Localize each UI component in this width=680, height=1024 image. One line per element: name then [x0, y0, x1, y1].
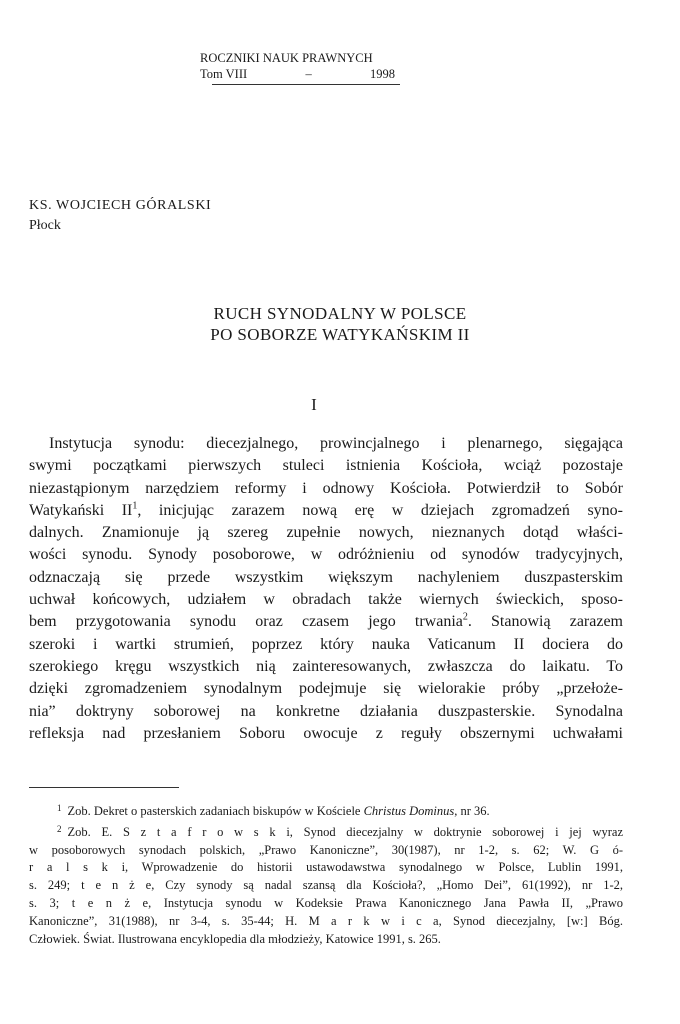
footnote-text: , nr 36.	[454, 804, 490, 818]
footnote-2-line	[29, 821, 623, 842]
footnote-separator	[29, 787, 179, 788]
footnote-1	[29, 800, 623, 821]
journal-title: ROCZNIKI NAUK PRAWNYCH	[200, 51, 373, 65]
section-number: I	[311, 395, 317, 414]
article-title	[0, 303, 680, 345]
author-name: KS. WOJCIECH GÓRALSKI	[29, 198, 212, 213]
body-line: swymi początkami pierwszych stuleci istnienia Kościoła, wciąż pozostaje	[29, 457, 623, 475]
footnote-ref-1[interactable]: 1	[132, 500, 138, 512]
footnote-1-number: 1	[57, 803, 62, 813]
title-line-2: PO SOBORZE WATYKAŃSKIM II	[210, 325, 470, 344]
footnote-2-line: r a l s k i, Wprowadzenie do historii ustawodawstwa synodalnego w Polsce, Lublin 1991,	[29, 860, 623, 875]
body-text-fragment: bem przygotowania synodu oraz czasem jego trwania	[29, 613, 463, 631]
author-block	[29, 196, 211, 236]
footnote-2-line: Człowiek. Świat. Ilustrowana encyklopedia dla młodzieży, Katowice 1991, s. 265.	[29, 931, 441, 946]
body-line: refleksja nad przesłaniem Soboru owocuje z reguły obszernymi uchwałami	[29, 724, 623, 742]
body-line: szerokiego kręgu wszystkich nią zainteresowanych, zwłaszcza do laikatu. To	[29, 657, 623, 675]
body-text-fragment: , inicjując zarazem nową erę w dziejach zgromadzeń syno-	[137, 501, 623, 519]
body-line	[29, 500, 623, 522]
body-line: odznaczają się przede wszystkim większym nachyleniem duszpasterskim	[29, 568, 623, 586]
body-line: niezastąpionym narzędziem reformy i odnowy Kościoła. Potwierdził to Sobór	[29, 479, 623, 497]
footnote-text: Zob. E. S z t a f r o w s k i, Synod diecezjalny w doktrynie soborowej i jej wyraz	[67, 824, 623, 839]
footnote-2-line: s. 3; t e n ż e, Instytucja synodu w Kodeksie Prawa Kanonicznego Jana Pawła II, „Prawo	[29, 895, 623, 910]
footnote-italic: Christus Dominus	[363, 804, 455, 818]
footnote-2-line: Kanoniczne”, 31(1988), nr 3-4, s. 35-44; H. M a r k w i c a, Synod diecezjalny, [w:] Bóg.	[29, 913, 623, 928]
author-city: Płock	[29, 218, 61, 233]
body-paragraph	[29, 433, 623, 745]
footnote-text: Zob. Dekret o pasterskich zadaniach biskupów w Kościele	[67, 804, 364, 818]
volume-line	[200, 66, 395, 82]
title-line-1: RUCH SYNODALNY W POLSCE	[213, 304, 467, 323]
journal-header	[200, 50, 400, 85]
body-line: uchwał końcowych, udziałem w obradach także wiernych świeckich, sposo-	[29, 591, 623, 609]
body-line: Instytucja synodu: diecezjalnego, prowincjalnego i plenarnego, sięgająca	[49, 435, 623, 452]
header-rule	[212, 84, 400, 85]
footnote-ref-2[interactable]: 2	[462, 612, 468, 624]
body-line: dalnych. Znamionuje ją szereg zupełnie nowych, nieznanych dotąd właści-	[29, 524, 623, 542]
volume: Tom VIII	[200, 67, 248, 81]
body-line: nia” doktryny soborowej na konkretne działania duszpasterskie. Synodalna	[29, 702, 623, 720]
volume-dash: –	[305, 67, 312, 81]
body-line: dzięki zgromadzeniem synodalnym podejmuje się wielorakie próby „przełoże-	[29, 680, 623, 698]
body-text-fragment: Watykański II	[29, 501, 133, 519]
body-line: szeroki i wartki strumień, poprzez który nauka Vaticanum II dociera do	[29, 635, 623, 653]
footnote-2-line: s. 249; t e n ż e, Czy synody są nadal szansą dla Kościoła?, „Homo Dei”, 61(1992), nr 1-2,	[29, 878, 623, 893]
year: 1998	[370, 67, 395, 81]
body-line	[29, 611, 623, 633]
footnotes	[29, 800, 623, 948]
body-text-fragment: . Stanowią zarazem	[467, 613, 623, 631]
footnote-2-line: w posoborowych synodach polskich, „Prawo Kanoniczne”, 30(1987), nr 1-2, s. 62; W. G ó-	[29, 842, 623, 857]
footnote-2-number: 2	[57, 823, 62, 834]
body-line: wości synodu. Synody posoborowe, w odróżnieniu od synodów tradycyjnych,	[29, 546, 623, 564]
